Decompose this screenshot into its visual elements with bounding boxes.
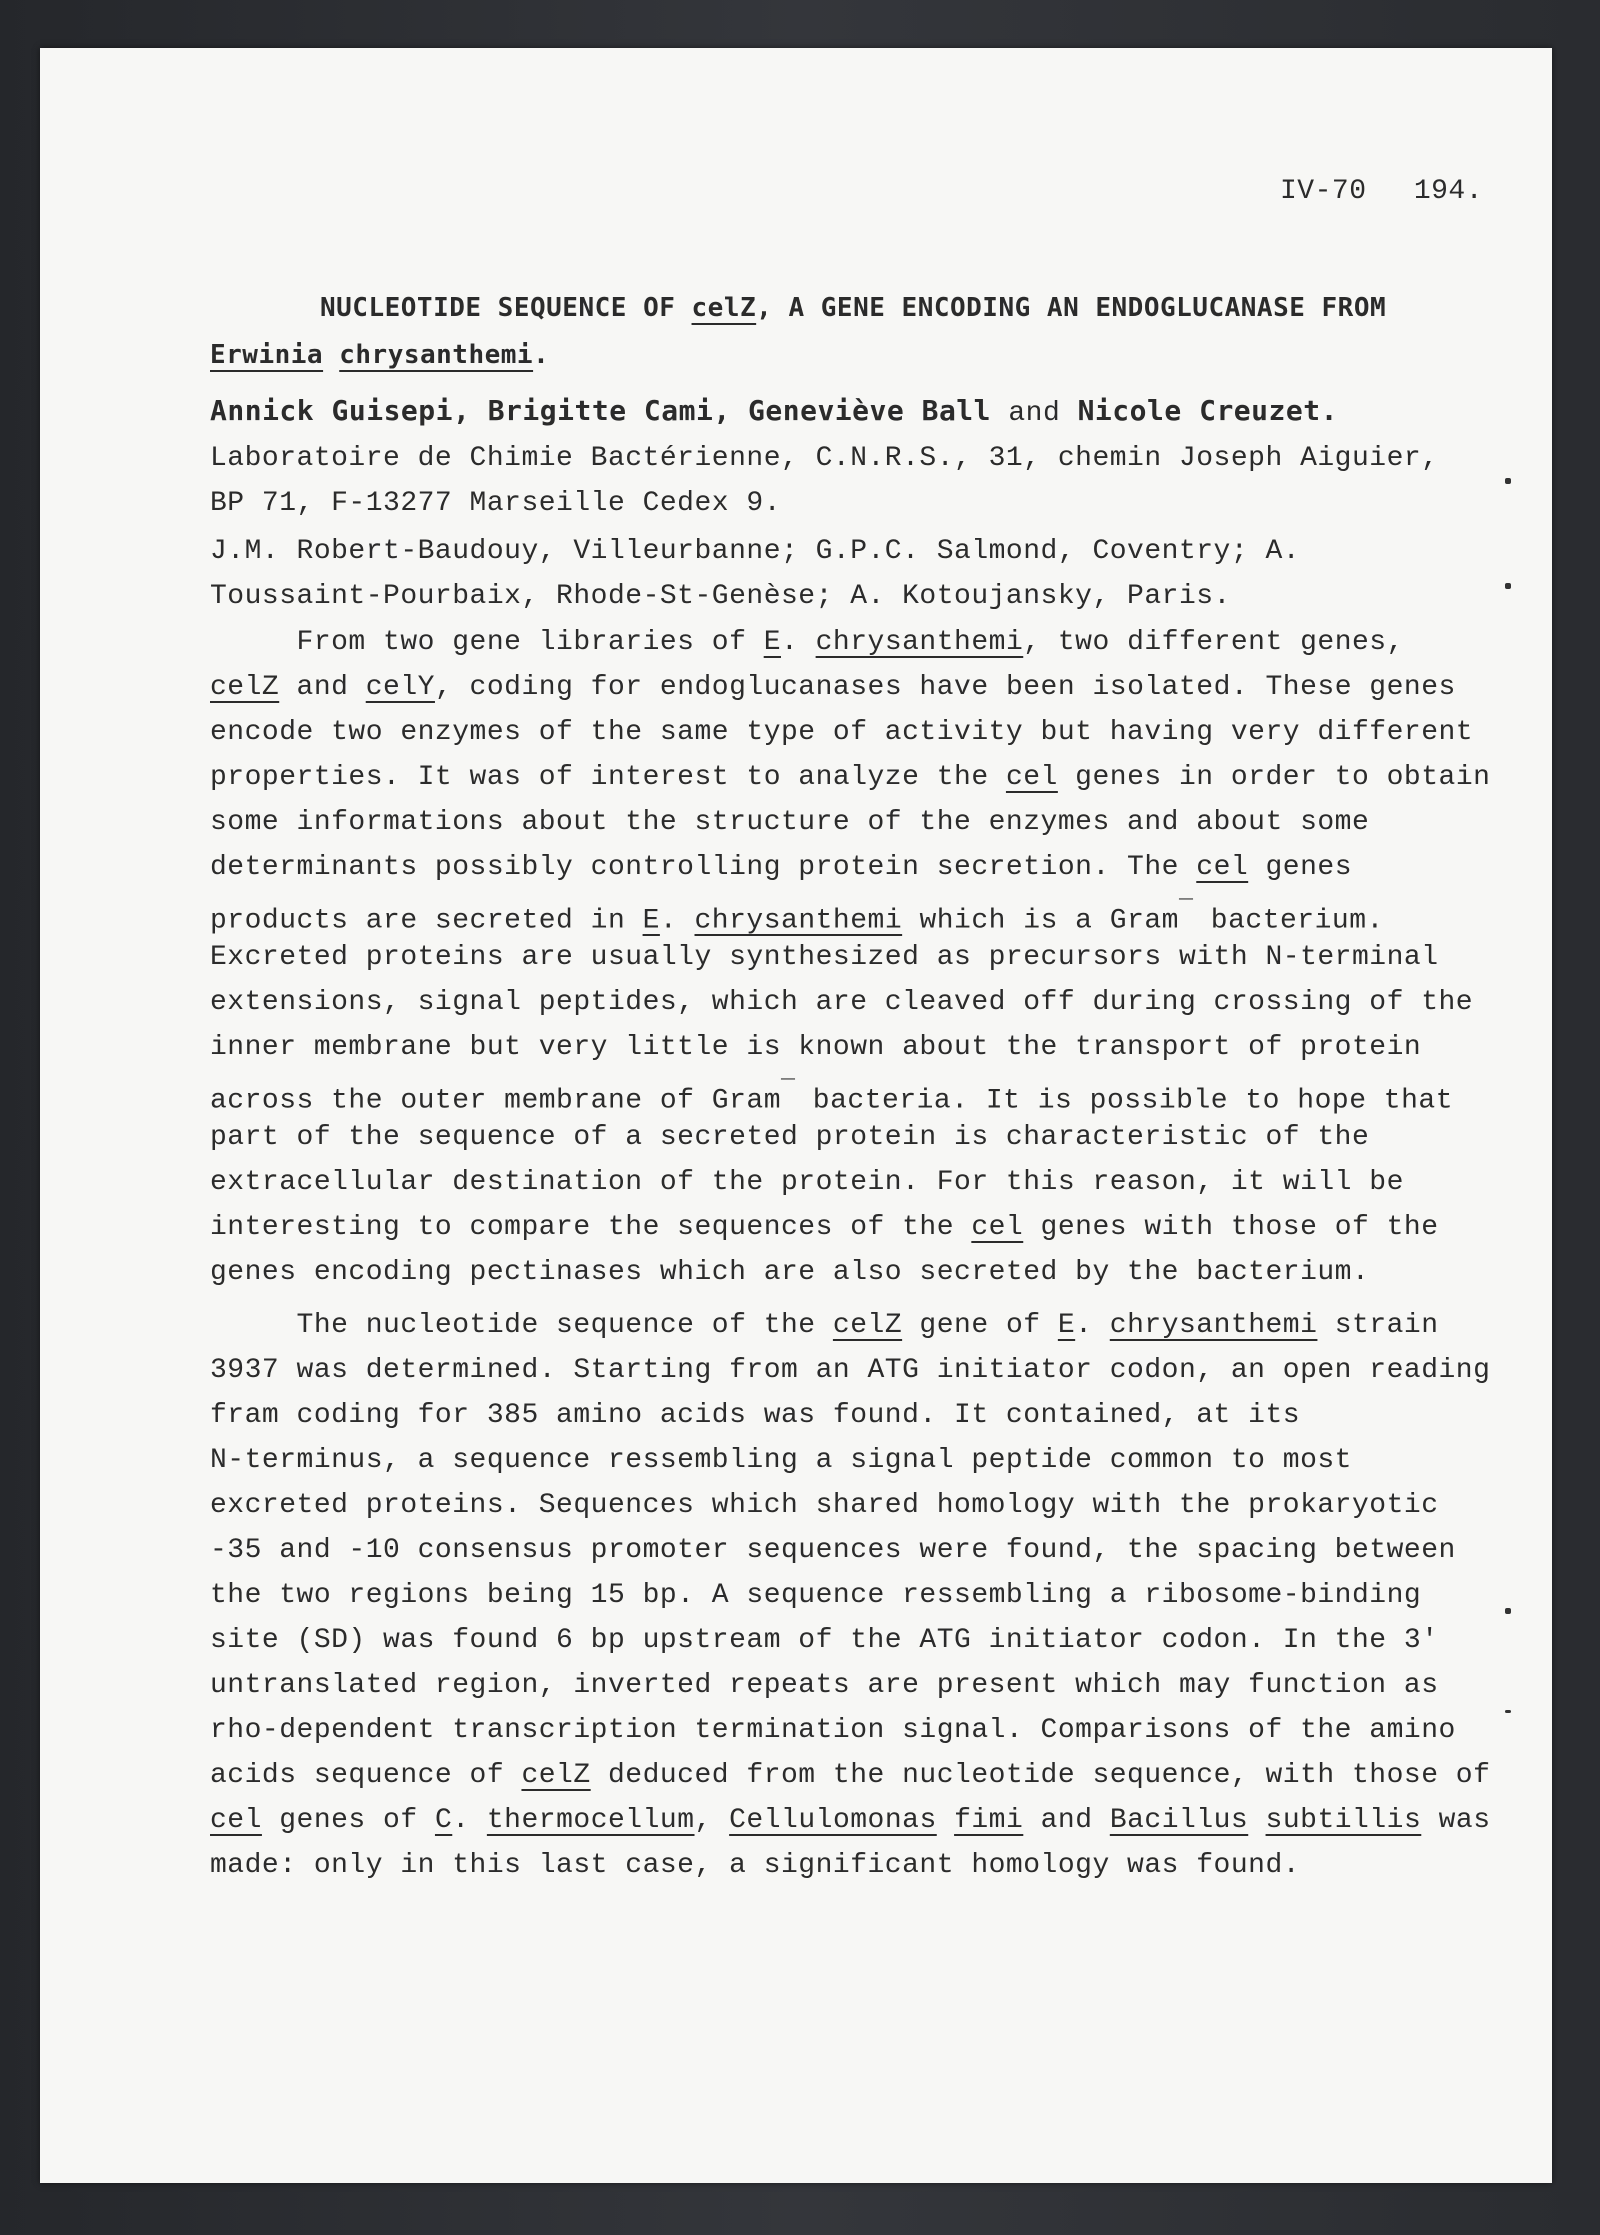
collaborators: J.M. Robert-Baudouy, Villeurbanne; G.P.C. Salmond, Coventry; A. Toussaint-Pourbaix, Rhode-St-Genèse; A. Kotoujansky, Paris. xyxy=(210,536,1301,612)
gene-name: celZ xyxy=(691,293,757,323)
margin-mark xyxy=(1505,583,1511,589)
genus-name: Erwinia xyxy=(210,340,324,370)
abstract-paragraph-2: The nucleotide sequence of the celZ gene of E. chrysanthemi strain 3937 was determined. Starting from an ATG initiator codon, an open reading fram coding for 385 amino acids was found. It contained, at its N-terminus, a sequence ressembling a signal peptide common to most excreted proteins. Sequences which shared homology with the prokaryotic -35 and -10 consensus promoter sequences were found, the spacing between the two regions being 15 bp. A sequence ressembling a ribosome-binding site (SD) was found 6 bp upstream of the ATG initiator codon. In the 3' untranslated region, inverted repeats are present which may function as rho-dependent transcription termination signal. Comparisons of the amino acids sequence of celZ deduced from the nucleotide sequence, with those of cel genes of C. thermocellum, Cellulomonas fimi and Bacillus subtillis was made: only in this last case, a significant homology was found. xyxy=(210,1310,1491,1881)
margin-mark xyxy=(1505,1710,1511,1713)
document-page xyxy=(40,48,1552,2183)
margin-mark xyxy=(1505,478,1511,484)
margin-mark xyxy=(1505,1608,1511,1614)
page-number: IV-70 194. xyxy=(1280,176,1484,207)
author-list: Annick Guisepi, Brigitte Cami, Geneviève Ball and Nicole Creuzet. xyxy=(210,394,1338,429)
paper-title-line-2: Erwinia chrysanthemi. xyxy=(210,340,550,370)
species-name: chrysanthemi xyxy=(339,340,534,370)
affiliation: Laboratoire de Chimie Bactérienne, C.N.R.S., 31, chemin Joseph Aiguier, BP 71, F-13277 Marseille Cedex 9. xyxy=(210,443,1439,519)
abstract-paragraph-1: From two gene libraries of E. chrysanthemi, two different genes, celZ and celY, coding for endoglucanases have been isolated. These genes encode two enzymes of the same type of activity but having very different properties. It was of interest to analyze the cel genes in order to obtain some informations about the structure of the enzymes and about some determinants possibly controlling protein secretion. The cel genes products are secreted in E. chrysanthemi which is a Gram¯ bacterium. Excreted proteins are usually synthesized as precursors with N-terminal extensions, signal peptides, which are cleaved off during crossing of the inner membrane but very little is known about the transport of protein across the outer membrane of Gram¯ bacteria. It is possible to hope that part of the sequence of a secreted protein is characteristic of the extracellular destination of the protein. For this reason, it will be interesting to compare the sequences of the cel genes with those of the genes encoding pectinases which are also secreted by the bacterium. xyxy=(210,627,1491,1288)
paper-title-line-1: NUCLEOTIDE SEQUENCE OF celZ, A GENE ENCODING AN ENDOGLUCANASE FROM xyxy=(320,293,1387,323)
